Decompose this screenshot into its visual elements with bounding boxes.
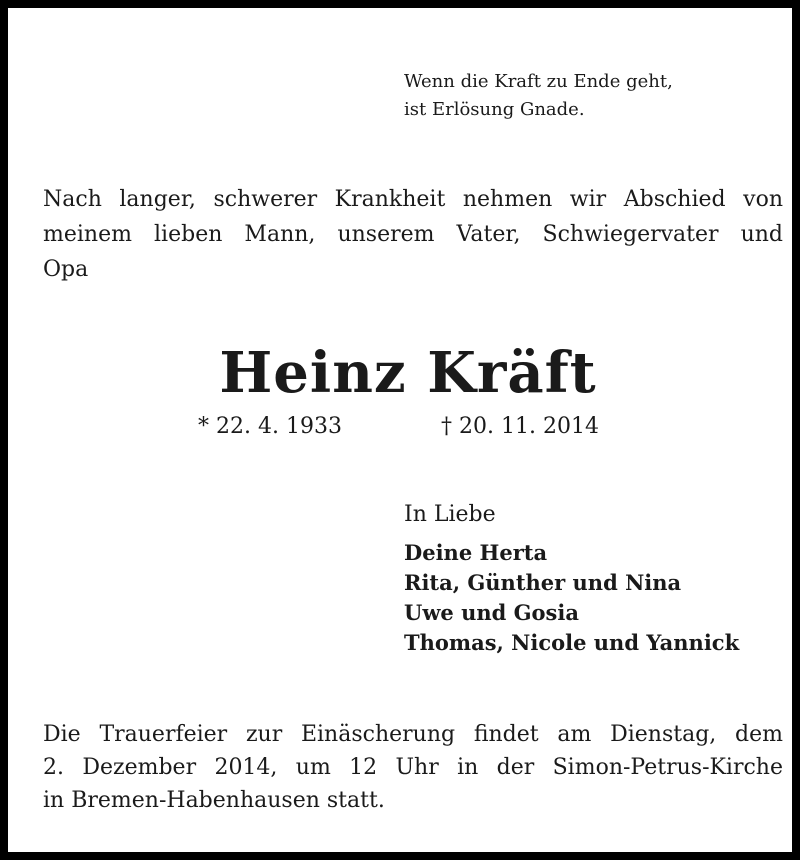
motto-line: ist Erlösung Gnade. <box>404 99 585 120</box>
motto-line: Wenn die Kraft zu Ende geht, <box>404 71 673 92</box>
funeral-line: in Bremen-Habenhausen statt. <box>43 788 385 813</box>
birth-date: * 22. 4. 1933 <box>198 414 342 439</box>
intro-line: meinem lieben Mann, unserem Vater, Schwiegervater und <box>43 222 783 247</box>
funeral-line: Die Trauerfeier zur Einäscherung findet am Dienstag, dem <box>43 722 783 747</box>
funeral-line: 2. Dezember 2014, um 12 Uhr in der Simon-Petrus-Kirche <box>43 755 783 780</box>
mourners-intro: In Liebe <box>404 502 496 527</box>
deceased-name: Heinz Kräft <box>219 340 597 406</box>
funeral-info <box>43 718 783 817</box>
death-date: † 20. 11. 2014 <box>441 414 599 439</box>
mourner-name: Rita, Günther und Nina <box>404 570 682 595</box>
mourner-name: Uwe und Gosia <box>404 600 579 625</box>
intro-text <box>43 182 783 287</box>
mourners-list <box>404 538 739 658</box>
mourner-name: Deine Herta <box>404 540 548 565</box>
mourner-name: Thomas, Nicole und Yannick <box>404 630 740 655</box>
intro-line: Opa <box>43 257 89 282</box>
motto-quote <box>404 68 673 124</box>
intro-line: Nach langer, schwerer Krankheit nehmen wir Abschied von <box>43 187 783 212</box>
